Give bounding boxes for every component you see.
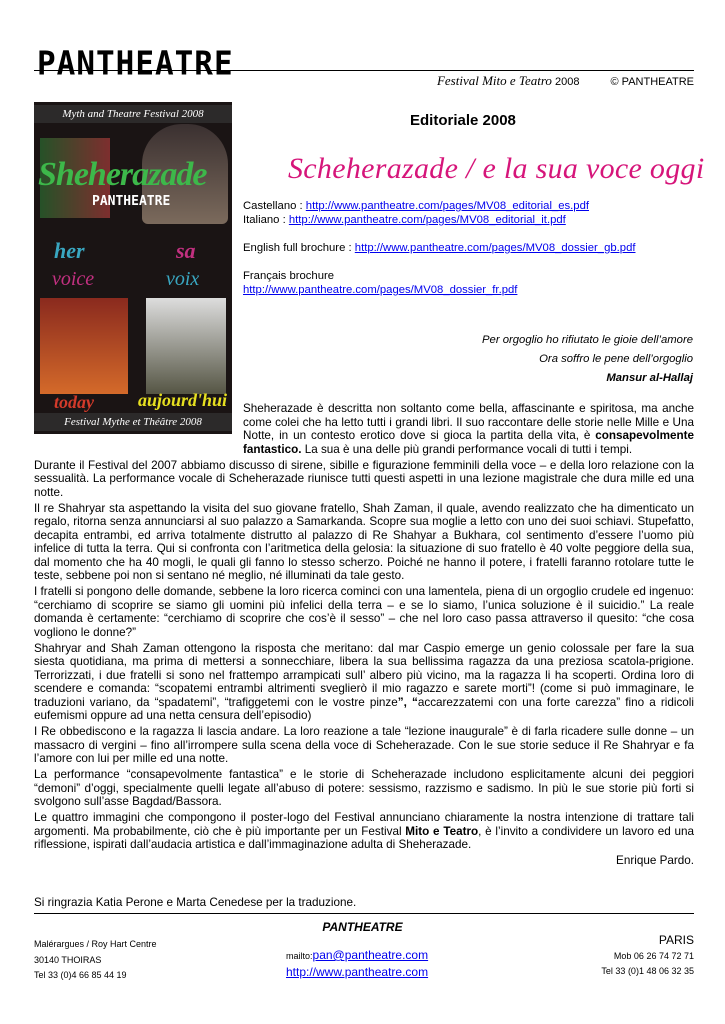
francais-label: Français brochure [243,270,335,282]
poster-voix: voix [166,268,200,290]
footer-centre: Malérargues / Roy Hart Centre [34,939,157,949]
poster-her: her [54,238,85,263]
editorial-heading: Editoriale 2008 [410,112,516,129]
paragraph-1: Sheherazade è descritta non soltanto come bella, affascinante e spiritosa, ma anche come colei che ha letto tutti i grandi libri. Il suo raccontare delle storie nelle Mille e Una Notte, in un contesto erotico dove si gioca la partita della vita, è consapevolmente fantastico. La sua è una delle più grandi performance vocali di tutti i tempi. [243,402,694,456]
festival-year: 2008 [554,76,580,88]
festival-name: Festival Mito e Teatro [436,73,552,88]
paragraph-2: Durante il Festival del 2007 abbiamo discusso di sirene, sibille e figurazione femminili della voce – e della loro relazione con la sessualità. La performance vocale di Scheherazade riunisce tutti questi aspetti in una lezione magistrale che dura mille ed una notte. [34,458,694,499]
epigraph-line-2: Ora soffro le pene dell’orgoglio [539,353,693,365]
email-link[interactable]: pan@pantheatre.com [312,948,429,962]
poster-bottom-band: Festival Mythe et Théâtre 2008 [34,413,232,431]
english-label: English full brochure : [243,242,355,254]
poster-figure-right [146,298,226,394]
footer-contact [286,948,428,981]
footer-address-right [601,933,694,980]
poster-aujourdhui: aujourd'hui [138,390,228,410]
epigraph [482,331,693,388]
castellano-label: Castellano : [243,200,306,212]
castellano-link[interactable]: http://www.pantheatre.com/pages/MV08_editorial_es.pdf [305,200,590,212]
footer-phone-left: Tel 33 (0)4 66 85 44 19 [34,970,127,980]
poster-title-word: Sheherazade [38,156,207,193]
poster-top-band: Myth and Theatre Festival 2008 [34,105,232,123]
header-info [437,73,694,89]
epigraph-line-1: Per orgoglio ho rifiutato le gioie dell’amore [482,334,693,346]
translation-links [243,199,693,297]
signature: Enrique Pardo. [616,854,694,867]
footer-address-left [34,937,157,984]
mailto-label: mailto: [286,951,313,961]
website-link[interactable]: http://www.pantheatre.com [286,964,429,979]
header-divider [34,70,694,71]
english-brochure-link[interactable]: http://www.pantheatre.com/pages/MV08_dossier_gb.pdf [354,242,636,254]
pantheatre-logo: PANTHEATRE [37,45,234,83]
festival-poster-image [34,102,232,434]
footer-title: PANTHEATRE [322,920,403,934]
editorial-body [34,402,694,870]
poster-voice: voice [52,268,95,290]
italiano-link[interactable]: http://www.pantheatre.com/pages/MV08_editorial_it.pdf [288,214,566,226]
paragraph-4: I fratelli si pongono delle domande, sebbene la loro ricerca cominci con una lamentela, piena di un orgoglio crudele ed ingenuo: “cerchiamo di scoprire se siamo gli uomini più infelici della terra – e se lo siamo, l’unica soluzione è il suicidio.” La reale domanda è certamente: “cerchiamo di scoprire che cos’è il sesso” – che nel loro caso passa attraverso il quesito: “che cosa vogliono le donne?” [34,585,694,639]
footer-mobile: Mob 06 26 74 72 71 [613,950,694,961]
footer-divider [34,913,694,914]
paragraph-7: La performance “consapevolmente fantastica” e le storie di Scheherazade includono esplicitamente alcuni dei peggiori “demoni” d’oggi, specialmente quelli legate all’abuso di potere: sessismo, razzismo e sadismo. In più le sue storie più forti si svolgono sull’asse Bagdad/Bassora. [34,768,694,808]
thanks-note: Si ringrazia Katia Perone e Marta Cenedese per la traduzione. [34,896,357,909]
paragraph-3: Il re Shahryar sta aspettando la visita del suo giovane fratello, Shah Zaman, il quale, avendo realizzato che ha dimenticato un regalo, ritorna senza annunciarsi al suo palazzo a Samarkanda. Scopre sua moglie a letto con uno dei suoi schiavi. Stupefatto, decapita entrambi, ed arriva totalmente distrutto al palazzo di Re Shahyar a Bukhara, col sentimento d’essere l’uomo più infelice di tutta la terra. Qui si confronta con l’aritmetica della gelosia: la situazione di suo fratello è 40 volte peggiore della sua, dal momento che ha 40 mogli, le quali gli fanno lo stesso scherzo. Poiché ne hanno il potere, i fratelli faranno rotolare tutte le teste, sebbene poi non si sentano né meglio, né illuminati da tale gesto. [34,501,694,582]
paragraph-5: Shahryar and Shah Zaman ottengono la risposta che meritano: dal mar Caspio emerge un genio colossale per fare la sua siesta quotidiana, ma prima di mettersi a sonnecchiare, libera la sua bellissima ragazza da una preziosa scatola-prigione. Terrorizzati, i due fratelli si sono nel frattempo arrampicati sull’ albero più vicino, ma la ragazza li ha scoperti. Ordina loro di scendere e comanda: “scopatemi entrambi altrimenti sveglierò il mio ragazzo e sarete morti”! (come si può immaginare, le traduzioni variano, da “spadatemi”, “trafiggetemi con le vostre pinze”, “accarezzatemi con una forte carezza” fino a ridicoli eufemismi oppure ad una netta censura dell’episodio) [34,641,694,722]
footer-phone-right: Tel 33 (0)1 48 06 32 35 [601,966,694,976]
poster-today: today [54,392,94,412]
poster-figure-left [40,298,128,394]
paragraph-6: I Re obbediscono e la ragazza li lascia andare. La loro reazione a tale “lezione inaugurale” è di farla ricadere sulle donne – un massacro di vergini – fino all’irrompere sulla scena della voce di Scheherazade. Con le sue storie seduce il Re Shahryar e fa l’amore con lui per mille ed una notte. [34,725,694,765]
poster-sa: sa [176,238,196,263]
francais-brochure-link[interactable]: http://www.pantheatre.com/pages/MV08_dossier_fr.pdf [243,284,518,296]
footer-town: 30140 THOIRAS [34,954,102,965]
paragraph-8: Le quattro immagini che compongono il poster-logo del Festival annunciano chiaramente la nostra intenzione di trattare tali argomenti. Ma probabilmente, ciò che è più importante per un Festival Mito e Teatro, è l’invito a condividere un lavoro ed una riflessione, ispirati dall’audacia artistica e dall’immaginazione adulta di Sheherazade. [34,811,695,851]
poster-brand: PANTHEATRE [92,194,171,209]
italiano-label: Italiano : [243,214,289,226]
copyright: © PANTHEATRE [610,76,694,88]
editorial-title: Scheherazade / e la sua voce oggi [288,152,705,185]
footer-paris: PARIS [658,933,694,947]
epigraph-author: Mansur al-Hallaj [606,372,693,384]
